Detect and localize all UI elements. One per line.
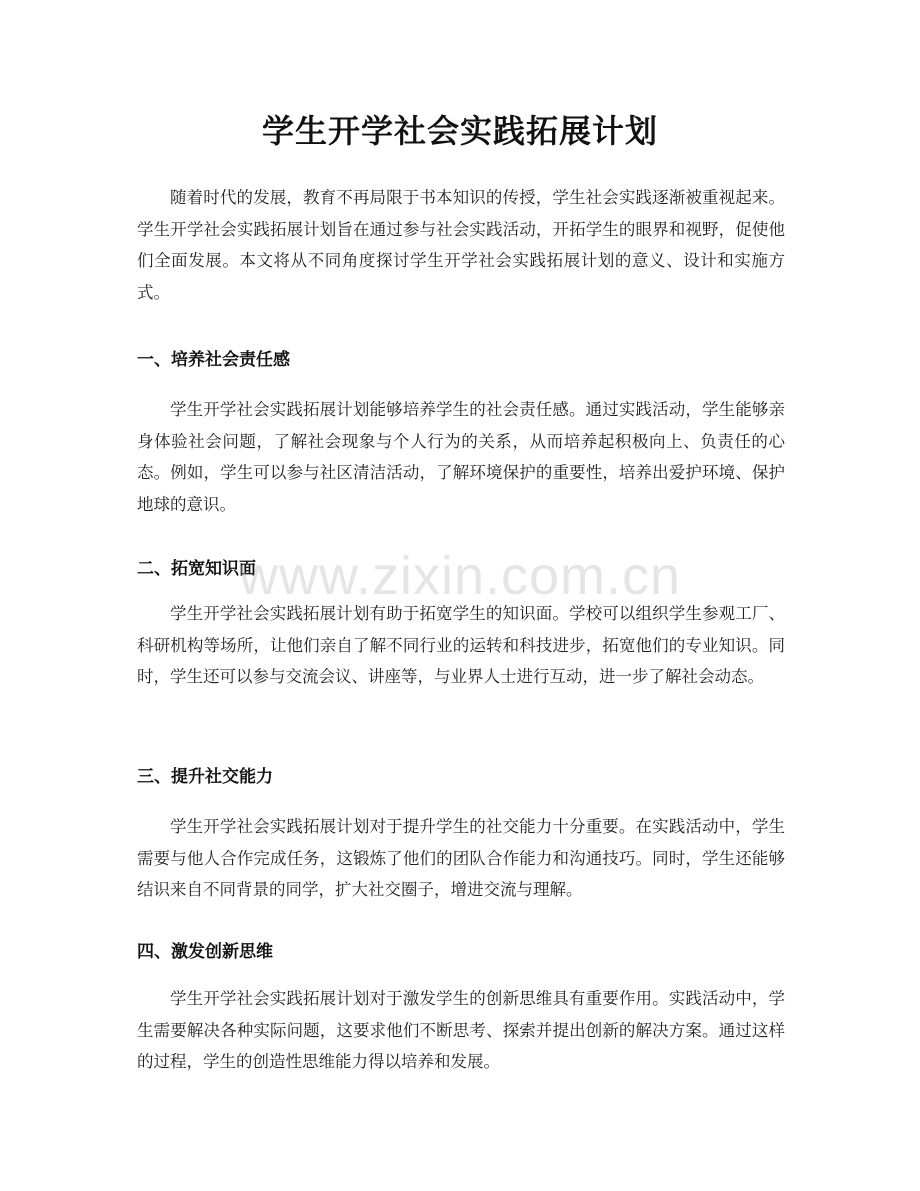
intro-paragraph: 随着时代的发展，教育不再局限于书本知识的传授，学生社会实践逐渐被重视起来。学生开学社会实践拓展计划旨在通过参与社会实践活动，开拓学生的眼界和视野，促使他们全面发展。本文将从不同角度探讨学生开学社会实践拓展计划的意义、设计和实施方式。 bbox=[137, 188, 785, 302]
section-heading-3: 三、提升社交能力 bbox=[137, 767, 273, 787]
section-body-3: 学生开学社会实践拓展计划对于提升学生的社交能力十分重要。在实践活动中，学生需要与他人合作完成任务，这锻炼了他们的团队合作能力和沟通技巧。同时，学生还能够结识来自不同背景的同学，扩大社交圈子，增进交流与理解。 bbox=[137, 817, 785, 899]
section-body-4: 学生开学社会实践拓展计划对于激发学生的创新思维具有重要作用。实践活动中，学生需要解决各种实际问题，这要求他们不断思考、探索并提出创新的解决方案。通过这样的过程，学生的创造性思维能力得以培养和发展。 bbox=[137, 989, 785, 1071]
section-heading-1: 一、培养社会责任感 bbox=[137, 350, 290, 370]
watermark: www.zixin.com.cn bbox=[238, 546, 682, 606]
section-heading-2: 二、拓宽知识面 bbox=[137, 559, 256, 579]
page-title: 学生开学社会实践拓展计划 bbox=[261, 112, 658, 150]
section-body-2: 学生开学社会实践拓展计划有助于拓宽学生的知识面。学校可以组织学生参观工厂、科研机构等场所，让他们亲自了解不同行业的运转和科技进步，拓宽他们的专业知识。同时，学生还可以参与交流会议、讲座等，与业界人士进行互动，进一步了解社会动态。 bbox=[137, 604, 785, 686]
section-body-1: 学生开学社会实践拓展计划能够培养学生的社会责任感。通过实践活动，学生能够亲身体验社会问题，了解社会现象与个人行为的关系，从而培养起积极向上、负责任的心态。例如，学生可以参与社区清洁活动，了解环境保护的重要性，培养出爱护环境、保护地球的意识。 bbox=[137, 400, 785, 514]
section-heading-4: 四、激发创新思维 bbox=[137, 942, 273, 962]
